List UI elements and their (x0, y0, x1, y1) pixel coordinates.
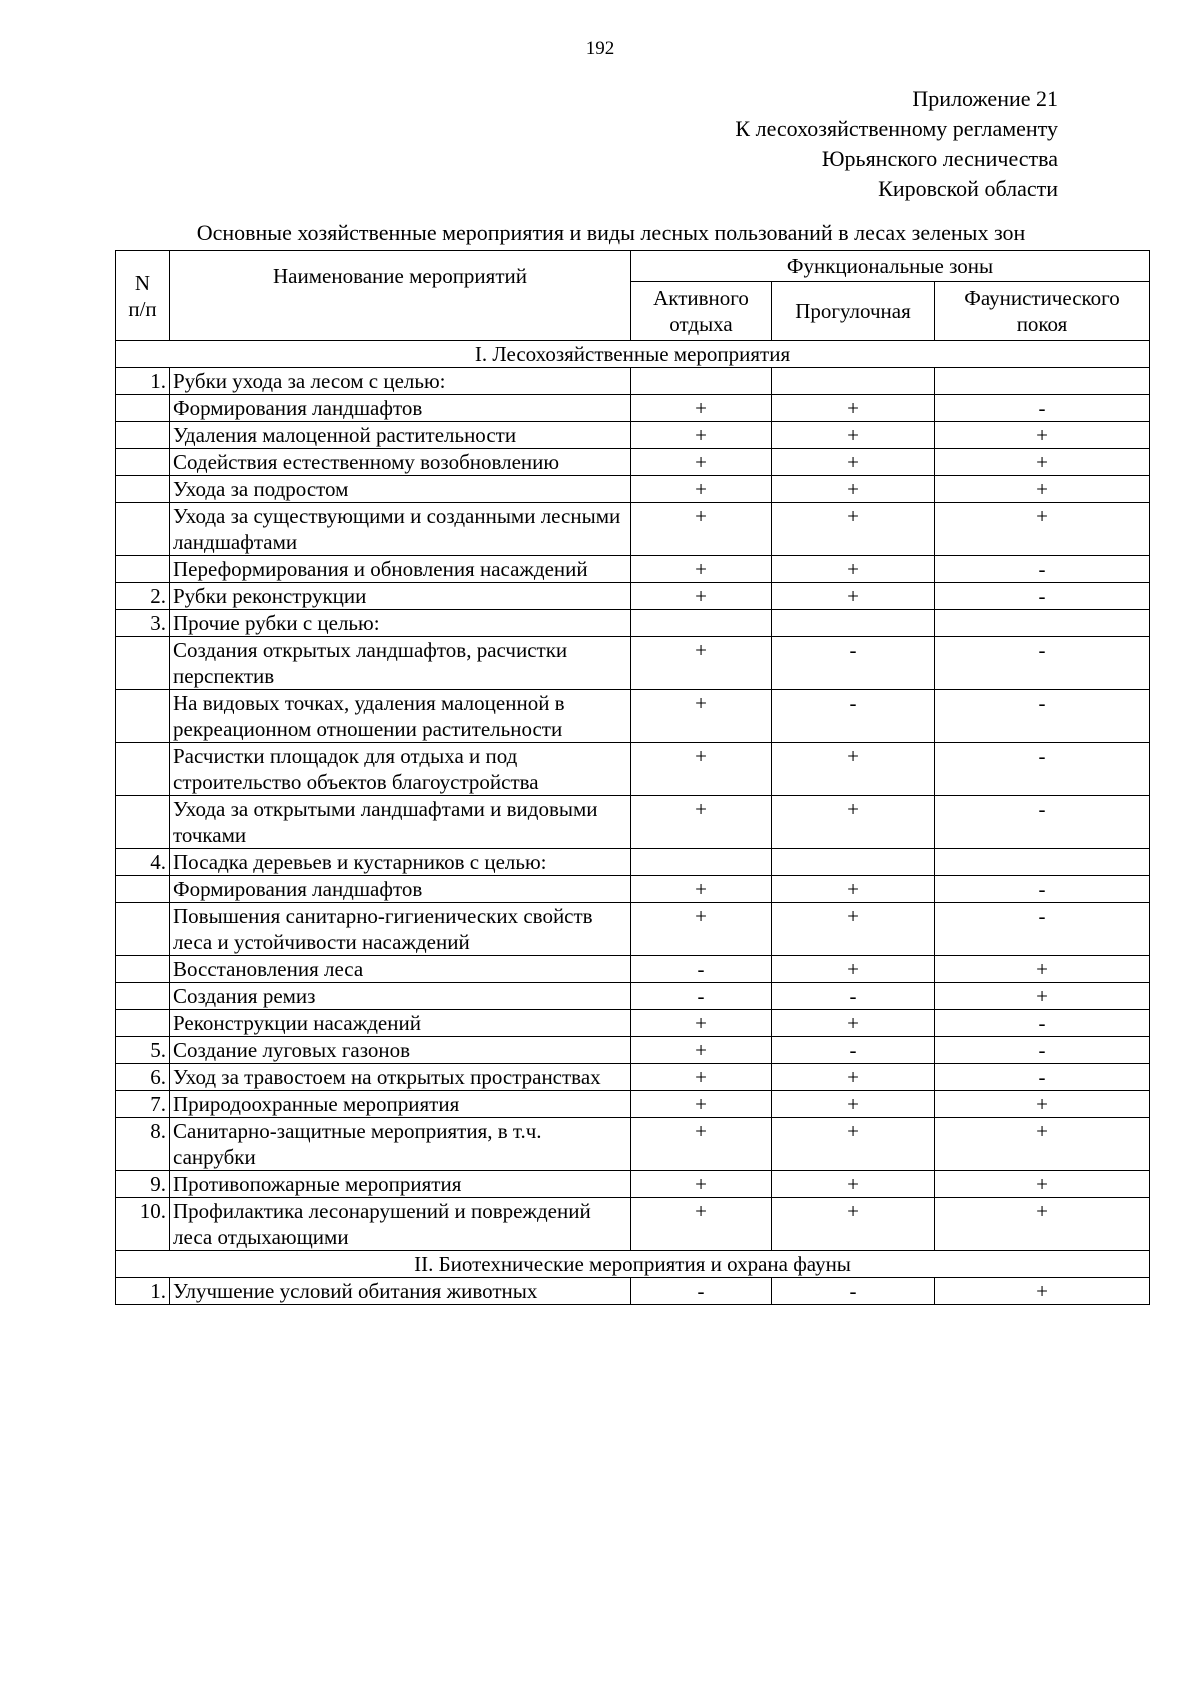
row-number (116, 556, 170, 583)
zone-fauna-mark: - (935, 556, 1150, 583)
table-row (116, 368, 1150, 395)
zone-active-mark: - (631, 1278, 772, 1305)
zone-fauna-mark: + (935, 1091, 1150, 1118)
zone-walking-mark: + (772, 1010, 935, 1037)
row-name: Переформирования и обновления насаждений (170, 556, 631, 583)
zone-walking-mark (772, 849, 935, 876)
row-number (116, 876, 170, 903)
section-title: II. Биотехнические мероприятия и охрана фауны (116, 1251, 1150, 1278)
header-zones: Функциональные зоны (631, 251, 1150, 282)
zone-walking-mark: + (772, 1118, 935, 1171)
zone-walking-mark: + (772, 395, 935, 422)
row-number (116, 422, 170, 449)
row-name: Природоохранные мероприятия (170, 1091, 631, 1118)
table-title: Основные хозяйственные мероприятия и виды лесных пользований в лесах зеленых зон (196, 220, 1026, 245)
table-row (116, 796, 1150, 849)
row-number (116, 983, 170, 1010)
row-name: Содействия естественному возобновлению (170, 449, 631, 476)
appendix-line: Кировской области (878, 176, 1058, 201)
row-name: Создания ремиз (170, 983, 631, 1010)
zone-walking-mark: - (772, 983, 935, 1010)
row-name: Удаления малоценной растительности (170, 422, 631, 449)
zone-walking-mark: + (772, 876, 935, 903)
row-number: 6. (116, 1064, 170, 1091)
zone-walking-mark: - (772, 690, 935, 743)
table-row (116, 849, 1150, 876)
zone-active-mark: + (631, 903, 772, 956)
zone-walking-mark (772, 610, 935, 637)
table-row (116, 903, 1150, 956)
table-row (116, 1010, 1150, 1037)
table-row (116, 556, 1150, 583)
table-row (116, 637, 1150, 690)
row-number: 5. (116, 1037, 170, 1064)
zone-walking-mark: + (772, 1198, 935, 1251)
zone-active-mark (631, 368, 772, 395)
appendix-line: Приложение 21 (912, 86, 1058, 111)
zone-active-mark: + (631, 1198, 772, 1251)
zone-fauna-mark: + (935, 476, 1150, 503)
table-row (116, 983, 1150, 1010)
row-name: Ухода за открытыми ландшафтами и видовыми точками (170, 796, 631, 849)
table-row (116, 422, 1150, 449)
section-title: I. Лесохозяйственные мероприятия (116, 341, 1150, 368)
table-row (116, 449, 1150, 476)
row-name: Улучшение условий обитания животных (170, 1278, 631, 1305)
row-name: Восстановления леса (170, 956, 631, 983)
table-row (116, 1064, 1150, 1091)
row-name: Создание луговых газонов (170, 1037, 631, 1064)
zone-active-mark: + (631, 1037, 772, 1064)
header-zone-walking: Прогулочная (772, 282, 935, 341)
row-name: Рубки ухода за лесом с целью: (170, 368, 631, 395)
table-row (116, 1278, 1150, 1305)
section-row (116, 341, 1150, 368)
row-number (116, 1010, 170, 1037)
zone-active-mark (631, 849, 772, 876)
zone-fauna-mark (935, 849, 1150, 876)
row-number (116, 690, 170, 743)
header-zone-fauna: Фаунистического покоя (935, 282, 1150, 341)
row-number: 9. (116, 1171, 170, 1198)
row-name: Уход за травостоем на открытых пространствах (170, 1064, 631, 1091)
table-row (116, 503, 1150, 556)
appendix-line: Юрьянского лесничества (821, 146, 1058, 171)
zone-active-mark: + (631, 1118, 772, 1171)
row-name: На видовых точках, удаления малоценной в рекреационном отношении растительности (170, 690, 631, 743)
zone-fauna-mark: - (935, 796, 1150, 849)
zone-fauna-mark (935, 368, 1150, 395)
zone-fauna-mark: + (935, 956, 1150, 983)
row-number (116, 395, 170, 422)
zone-fauna-mark: + (935, 1118, 1150, 1171)
zone-active-mark: + (631, 476, 772, 503)
zone-walking-mark: + (772, 583, 935, 610)
row-number: 10. (116, 1198, 170, 1251)
zone-active-mark: + (631, 503, 772, 556)
table-row (116, 476, 1150, 503)
header-num (116, 251, 170, 341)
zone-walking-mark: + (772, 503, 935, 556)
zone-fauna-mark: - (935, 903, 1150, 956)
zone-active-mark: + (631, 690, 772, 743)
row-number (116, 743, 170, 796)
table-row (116, 1091, 1150, 1118)
row-name: Санитарно-защитные мероприятия, в т.ч. санрубки (170, 1118, 631, 1171)
row-number (116, 476, 170, 503)
row-name: Расчистки площадок для отдыха и под строительство объектов благоустройства (170, 743, 631, 796)
zone-fauna-mark: + (935, 449, 1150, 476)
zone-fauna-mark: + (935, 503, 1150, 556)
zone-active-mark: + (631, 1064, 772, 1091)
zone-walking-mark: - (772, 1037, 935, 1064)
row-name: Рубки реконструкции (170, 583, 631, 610)
table-body (116, 341, 1150, 1305)
row-name: Профилактика лесонарушений и повреждений леса отдыхающими (170, 1198, 631, 1251)
zone-active-mark: + (631, 743, 772, 796)
table-row (116, 956, 1150, 983)
row-number: 8. (116, 1118, 170, 1171)
row-name: Ухода за подростом (170, 476, 631, 503)
zone-active-mark: + (631, 1010, 772, 1037)
zone-walking-mark: + (772, 1171, 935, 1198)
table-row (116, 1198, 1150, 1251)
table-row (116, 583, 1150, 610)
zone-fauna-mark: - (935, 1010, 1150, 1037)
row-number: 2. (116, 583, 170, 610)
zone-fauna-mark: - (935, 690, 1150, 743)
row-number (116, 796, 170, 849)
page-number: 192 (585, 38, 615, 59)
row-name: Формирования ландшафтов (170, 876, 631, 903)
row-name: Прочие рубки с целью: (170, 610, 631, 637)
table-row (116, 1118, 1150, 1171)
section-row (116, 1251, 1150, 1278)
zone-walking-mark: + (772, 556, 935, 583)
zone-walking-mark: + (772, 422, 935, 449)
zone-fauna-mark: + (935, 1278, 1150, 1305)
zone-fauna-mark: - (935, 876, 1150, 903)
table-row (116, 690, 1150, 743)
zone-active-mark: + (631, 422, 772, 449)
zone-active-mark: + (631, 556, 772, 583)
zone-walking-mark: + (772, 796, 935, 849)
row-number: 7. (116, 1091, 170, 1118)
row-name: Создания открытых ландшафтов, расчистки перспектив (170, 637, 631, 690)
row-name: Реконструкции насаждений (170, 1010, 631, 1037)
table-row (116, 743, 1150, 796)
table-row (116, 876, 1150, 903)
row-number (116, 956, 170, 983)
row-number: 3. (116, 610, 170, 637)
activities-table (115, 250, 1150, 1305)
header-num-text: N п/п (128, 270, 157, 321)
zone-fauna-mark: + (935, 983, 1150, 1010)
row-number (116, 903, 170, 956)
zone-walking-mark: + (772, 476, 935, 503)
zone-fauna-mark: - (935, 583, 1150, 610)
zone-walking-mark: - (772, 1278, 935, 1305)
zone-active-mark: + (631, 876, 772, 903)
row-number (116, 449, 170, 476)
zone-active-mark: - (631, 956, 772, 983)
zone-active-mark (631, 610, 772, 637)
row-number (116, 503, 170, 556)
zone-active-mark: + (631, 637, 772, 690)
appendix-caption (735, 84, 1058, 204)
row-name: Посадка деревьев и кустарников с целью: (170, 849, 631, 876)
header-name: Наименование мероприятий (170, 251, 631, 341)
row-number: 1. (116, 1278, 170, 1305)
table-row (116, 610, 1150, 637)
zone-active-mark: + (631, 583, 772, 610)
zone-fauna-mark: + (935, 1198, 1150, 1251)
appendix-line: К лесохозяйственному регламенту (735, 116, 1058, 141)
table-row (116, 1037, 1150, 1064)
zone-fauna-mark: + (935, 1171, 1150, 1198)
zone-active-mark: + (631, 1091, 772, 1118)
zone-active-mark: - (631, 983, 772, 1010)
zone-fauna-mark: - (935, 637, 1150, 690)
row-number (116, 637, 170, 690)
row-number: 4. (116, 849, 170, 876)
zone-fauna-mark: - (935, 1037, 1150, 1064)
table-row (116, 1171, 1150, 1198)
zone-walking-mark: + (772, 903, 935, 956)
row-name: Повышения санитарно-гигиенических свойств леса и устойчивости насаждений (170, 903, 631, 956)
zone-fauna-mark: - (935, 743, 1150, 796)
zone-fauna-mark: - (935, 395, 1150, 422)
row-number: 1. (116, 368, 170, 395)
zone-walking-mark: - (772, 637, 935, 690)
zone-active-mark: + (631, 395, 772, 422)
table-row (116, 395, 1150, 422)
zone-fauna-mark: - (935, 1064, 1150, 1091)
header-zone-active: Активного отдыха (631, 282, 772, 341)
row-name: Формирования ландшафтов (170, 395, 631, 422)
zone-walking-mark: + (772, 1064, 935, 1091)
zone-active-mark: + (631, 1171, 772, 1198)
row-name: Ухода за существующими и созданными лесными ландшафтами (170, 503, 631, 556)
zone-fauna-mark (935, 610, 1150, 637)
zone-fauna-mark: + (935, 422, 1150, 449)
zone-active-mark: + (631, 796, 772, 849)
zone-walking-mark: + (772, 956, 935, 983)
zone-active-mark: + (631, 449, 772, 476)
zone-walking-mark: + (772, 743, 935, 796)
zone-walking-mark (772, 368, 935, 395)
zone-walking-mark: + (772, 449, 935, 476)
zone-walking-mark: + (772, 1091, 935, 1118)
row-name: Противопожарные мероприятия (170, 1171, 631, 1198)
